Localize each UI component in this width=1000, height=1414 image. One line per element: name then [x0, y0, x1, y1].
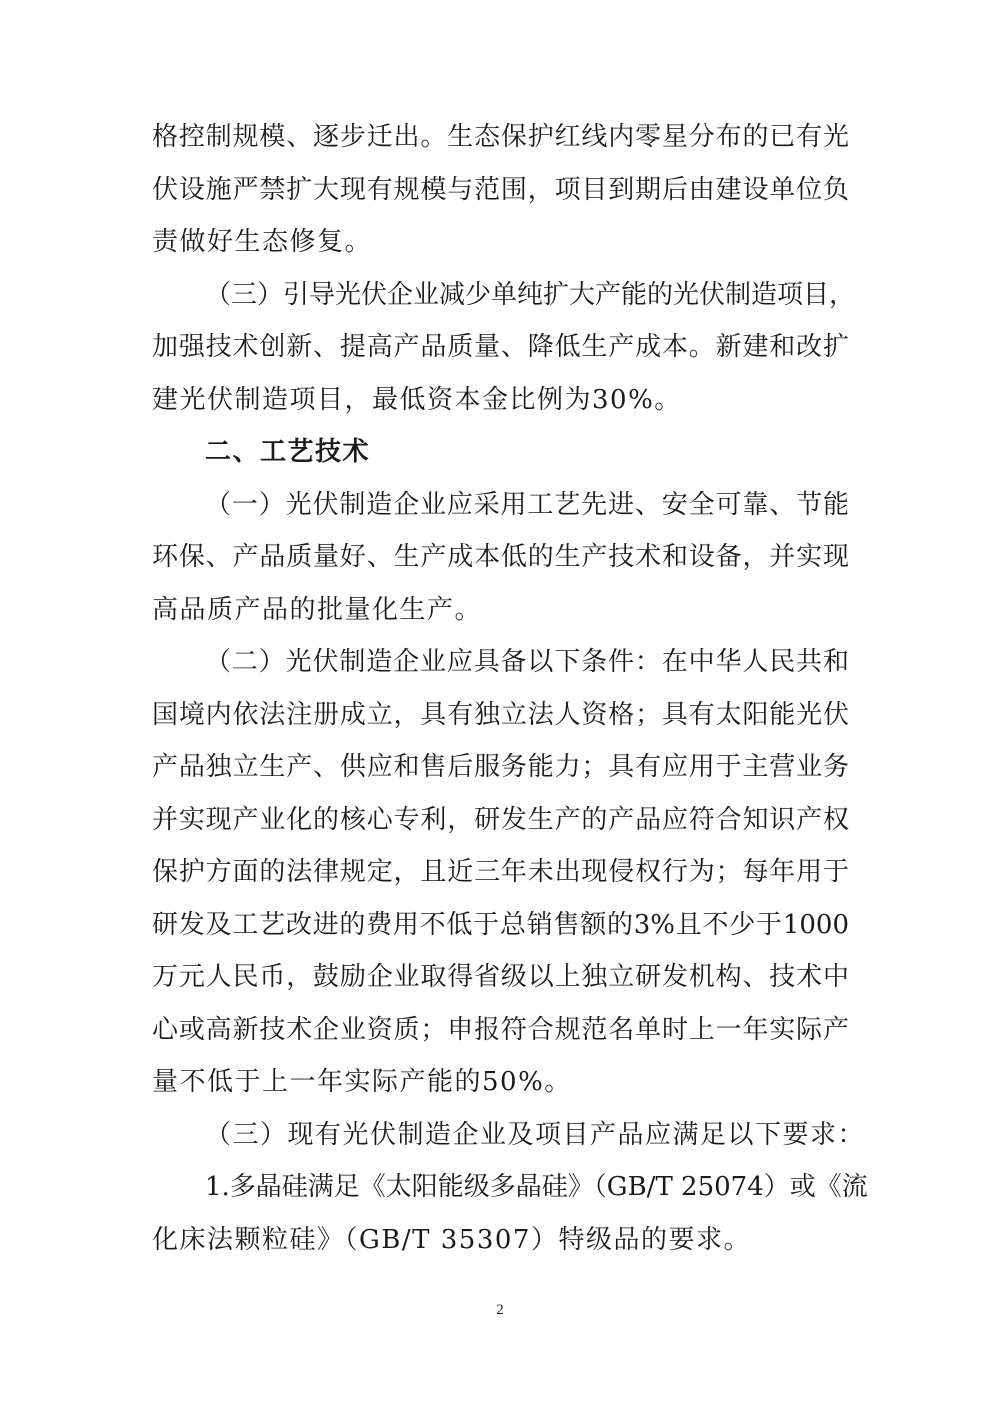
- paragraph: [152, 479, 849, 637]
- text-line: 心或高新技术企业资质；申报符合规范名单时上一年实际产: [152, 1014, 849, 1045]
- text-line: 量不低于上一年实际产能的50%。: [152, 1067, 572, 1097]
- paragraph: [152, 269, 856, 427]
- page-number: 2: [496, 1302, 504, 1318]
- paragraph: [152, 1161, 868, 1266]
- text-line: 并实现产业化的核心专利，研发生产的产品应符合知识产权: [152, 804, 849, 835]
- section-heading: [152, 426, 849, 479]
- text-line: （二）光伏制造企业应具备以下条件：在中华人民共和: [205, 647, 849, 677]
- text-line: 责做好生态修复。: [152, 227, 373, 257]
- paragraph: [152, 111, 849, 269]
- text-line: 二、工艺技术: [205, 437, 371, 467]
- text-line: 格控制规模、逐步迁出。生态保护红线内零星分布的已有光: [152, 122, 849, 152]
- text-line: 保护方面的法律规定，且近三年未出现侵权行为；每年用于: [152, 857, 849, 887]
- text-line: 化床法颗粒硅》（GB/T 35307）特级品的要求。: [152, 1224, 751, 1255]
- text-line: 万元人民币，鼓励企业取得省级以上独立研发机构、技术中: [152, 962, 849, 992]
- text-line: 1.多晶硅满足《太阳能级多晶硅》（GB/T 25074）或《流: [205, 1172, 868, 1202]
- text-line: 加强技术创新、提高产品质量、降低生产成本。新建和改扩: [152, 332, 849, 362]
- paragraph: [152, 636, 849, 1109]
- text-line: 研发及工艺改进的费用不低于总销售额的3%且不少于1000: [152, 909, 849, 940]
- paragraph: [152, 1109, 866, 1162]
- text-line: 国境内依法注册成立，具有独立法人资格；具有太阳能光伏: [152, 699, 849, 730]
- document-body: [152, 111, 868, 1266]
- text-line: 产品独立生产、供应和售后服务能力；具有应用于主营业务: [152, 752, 849, 782]
- text-line: （一）光伏制造企业应采用工艺先进、安全可靠、节能: [205, 489, 849, 520]
- text-line: 高品质产品的批量化生产。: [152, 594, 483, 625]
- text-line: 建光伏制造项目，最低资本金比例为30%。: [152, 384, 682, 415]
- text-line: （三）现有光伏制造企业及项目产品应满足以下要求：: [205, 1119, 866, 1150]
- text-line: 环保、产品质量好、生产成本低的生产技术和设备，并实现: [152, 542, 849, 572]
- text-line: 伏设施严禁扩大现有规模与范围，项目到期后由建设单位负: [152, 174, 849, 205]
- text-line: （三）引导光伏企业减少单纯扩大产能的光伏制造项目，: [205, 279, 856, 310]
